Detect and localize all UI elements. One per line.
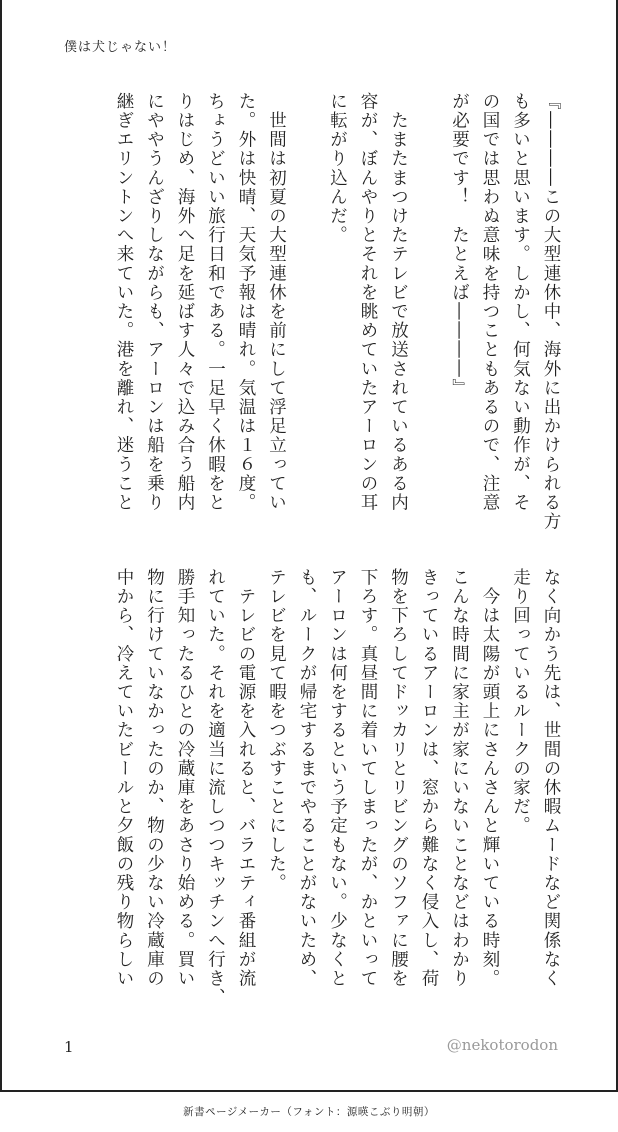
text-line: 世間は初夏の大型連休を前にして浮足立ってい xyxy=(266,92,287,513)
running-header-title: 僕は犬じゃない！ xyxy=(64,40,177,55)
page-number: 1 xyxy=(64,1038,74,1056)
text-line: に転がり込んだ。 xyxy=(327,92,348,245)
text-line: アーロンは何をするという予定もない。少なくと xyxy=(327,568,348,989)
text-line: 『――――この大型連休中、海外に出かけられる方 xyxy=(541,92,561,532)
text-line: 勝手知ったるひとの冷蔵庫をあさり始める。買い xyxy=(175,568,195,989)
text-line: 中から、冷えていたビールと夕飯の残り物らしい xyxy=(114,568,134,989)
text-line xyxy=(414,92,445,532)
text-line: 容が、ぼんやりとそれを眺めていたアーロンの耳 xyxy=(358,92,378,513)
text-block-lower xyxy=(109,568,567,1008)
text-line: 走り回っているルークの家だ。 xyxy=(510,568,531,836)
text-line: なく向かう先は、世間の休暇ムードなど関係なく xyxy=(541,568,561,989)
text-line: 今は太陽が頭上にさんさんと輝いている時刻。 xyxy=(480,568,500,989)
text-line: たまたまつけたテレビで放送されているある内 xyxy=(388,92,409,513)
text-line: 下ろす。真昼間に着いてしまったが、かといって xyxy=(358,568,378,989)
text-block-upper xyxy=(109,92,567,532)
text-line: の国では思わぬ意味を持つこともあるので、注意 xyxy=(480,92,500,513)
text-line: れていた。それを適当に流しつつキッチンへ行き、 xyxy=(205,568,226,1008)
text-line: た。外は快晴、天気予報は晴れ。気温は１６度。 xyxy=(236,92,256,513)
text-line: こんな時間に家主が家にいないことなどはわかり xyxy=(449,568,470,989)
text-line: ちょうどいい旅行日和である。一足早く休暇をと xyxy=(205,92,226,513)
text-line: 物を下ろしてドッカリとリビングのソファに腰を xyxy=(388,568,409,989)
generator-caption: 新書ページメーカー（フォント：源暎こぶり明朝） xyxy=(183,1106,435,1118)
text-line: 継ぎエリントンへ来ていた。港を離れ、迷うこと xyxy=(114,92,134,513)
text-line: も多いと思います。しかし、何気ない動作が、そ xyxy=(510,92,531,513)
text-line: 物に行けていなかったのか、物の少ない冷蔵庫の xyxy=(144,568,165,989)
text-line: きっているアーロンは、窓から難なく侵入し、荷 xyxy=(419,568,439,989)
author-handle: @nekotorodon xyxy=(446,1036,558,1054)
text-line: りはじめ、海外へ足を延ばす人々で込み合う船内 xyxy=(175,92,195,513)
text-line: が必要です！ たとえば――――』 xyxy=(449,92,470,398)
text-line: も、ルークが帰宅するまでやることがないため、 xyxy=(297,568,317,989)
text-line xyxy=(292,92,323,532)
text-line: にややうんざりしながらも、アーロンは船を乗り xyxy=(144,92,165,513)
text-line: テレビを見て暇をつぶすことにした。 xyxy=(266,568,287,893)
text-line: テレビの電源を入れると、バラエティ番組が流 xyxy=(236,568,256,989)
